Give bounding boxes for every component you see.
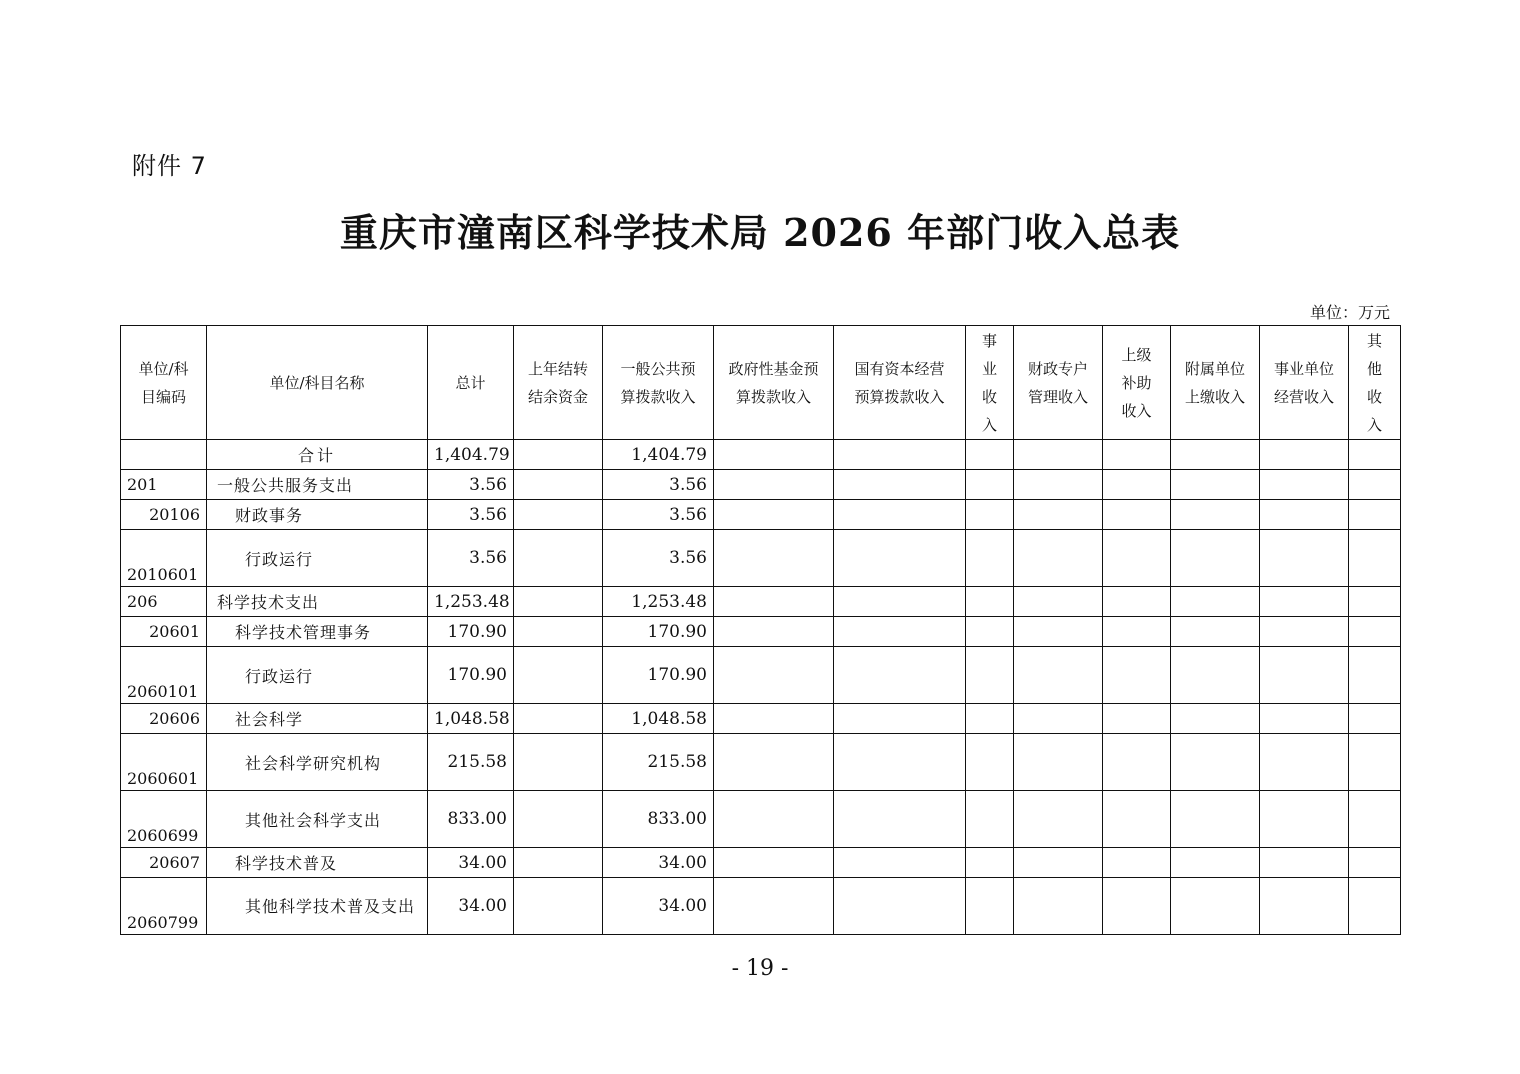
row-code: 20606 (121, 704, 207, 734)
row-code: 20106 (121, 500, 207, 530)
col-header-other-income: 其他收入 (1349, 326, 1401, 440)
table-row (121, 704, 1401, 734)
row-carryover (514, 704, 603, 734)
row-total: 3.56 (428, 530, 514, 587)
row-general-budget: 170.90 (603, 647, 714, 704)
row-name: 其他社会科学支出 (207, 791, 428, 848)
row-total: 170.90 (428, 647, 514, 704)
table-row (121, 848, 1401, 878)
row-total: 34.00 (428, 848, 514, 878)
table-row (121, 500, 1401, 530)
row-carryover (514, 734, 603, 791)
table-row (121, 734, 1401, 791)
row-carryover (514, 617, 603, 647)
row-total: 3.56 (428, 500, 514, 530)
row-general-budget: 34.00 (603, 848, 714, 878)
row-total: 170.90 (428, 617, 514, 647)
row-carryover (514, 530, 603, 587)
row-code: 2060699 (121, 791, 207, 848)
row-code: 2060799 (121, 878, 207, 935)
row-carryover (514, 587, 603, 617)
row-code: 2010601 (121, 530, 207, 587)
row-total: 833.00 (428, 791, 514, 848)
col-header-superior-subsidy: 上级补助收入 (1103, 326, 1171, 440)
row-total: 3.56 (428, 470, 514, 500)
row-carryover (514, 500, 603, 530)
row-total: 1,048.58 (428, 704, 514, 734)
table-row (121, 617, 1401, 647)
row-carryover (514, 647, 603, 704)
row-total: 1,253.48 (428, 587, 514, 617)
row-name: 社会科学研究机构 (207, 734, 428, 791)
col-header-state-capital: 国有资本经营预算拨款收入 (834, 326, 966, 440)
table-row (121, 587, 1401, 617)
row-code: 2060101 (121, 647, 207, 704)
row-code: 201 (121, 470, 207, 500)
col-header-special-account: 财政专户管理收入 (1014, 326, 1103, 440)
document-title: 重庆市潼南区科学技术局 2026 年部门收入总表 (339, 210, 1181, 255)
row-code: 20601 (121, 617, 207, 647)
row-code: 20607 (121, 848, 207, 878)
row-general-budget: 1,048.58 (603, 704, 714, 734)
col-header-business-operations: 事业单位经营收入 (1260, 326, 1349, 440)
col-header-total: 总计 (428, 326, 514, 440)
row-name: 科学技术支出 (207, 587, 428, 617)
row-total: 34.00 (428, 878, 514, 935)
table-header-row (121, 326, 1401, 440)
row-general-budget: 170.90 (603, 617, 714, 647)
row-name: 社会科学 (207, 704, 428, 734)
col-header-affiliated-units: 附属单位上缴收入 (1171, 326, 1260, 440)
row-name: 一般公共服务支出 (207, 470, 428, 500)
col-header-business-income: 事业收入 (966, 326, 1014, 440)
col-header-general-budget: 一般公共预算拨款收入 (603, 326, 714, 440)
table-row (121, 530, 1401, 587)
row-carryover (514, 470, 603, 500)
page-number: - 19 - (731, 956, 789, 981)
row-name: 行政运行 (207, 530, 428, 587)
row-code: 2060601 (121, 734, 207, 791)
row-general-budget: 1,253.48 (603, 587, 714, 617)
row-total: 1,404.79 (428, 440, 514, 470)
row-general-budget: 215.58 (603, 734, 714, 791)
row-name: 科学技术管理事务 (207, 617, 428, 647)
row-general-budget: 3.56 (603, 500, 714, 530)
row-code: 206 (121, 587, 207, 617)
income-summary-table (120, 325, 1401, 935)
row-code (121, 440, 207, 470)
row-carryover (514, 440, 603, 470)
row-general-budget: 3.56 (603, 530, 714, 587)
row-total: 215.58 (428, 734, 514, 791)
row-name: 财政事务 (207, 500, 428, 530)
table-row (121, 647, 1401, 704)
col-header-carryover: 上年结转结余资金 (514, 326, 603, 440)
table-row (121, 791, 1401, 848)
row-name: 行政运行 (207, 647, 428, 704)
row-carryover (514, 878, 603, 935)
table-row-total (121, 440, 1401, 470)
row-name: 合计 (207, 440, 428, 470)
attachment-label: 附件 7 (132, 152, 207, 180)
table-row (121, 878, 1401, 935)
col-header-code: 单位/科目编码 (121, 326, 207, 440)
row-general-budget: 34.00 (603, 878, 714, 935)
row-name: 科学技术普及 (207, 848, 428, 878)
table-row (121, 470, 1401, 500)
unit-label: 单位：万元 (1309, 303, 1390, 322)
row-name: 其他科学技术普及支出 (207, 878, 428, 935)
row-carryover (514, 848, 603, 878)
row-general-budget: 3.56 (603, 470, 714, 500)
col-header-government-fund: 政府性基金预算拨款收入 (714, 326, 834, 440)
col-header-name: 单位/科目名称 (207, 326, 428, 440)
row-carryover (514, 791, 603, 848)
row-general-budget: 833.00 (603, 791, 714, 848)
row-general-budget: 1,404.79 (603, 440, 714, 470)
